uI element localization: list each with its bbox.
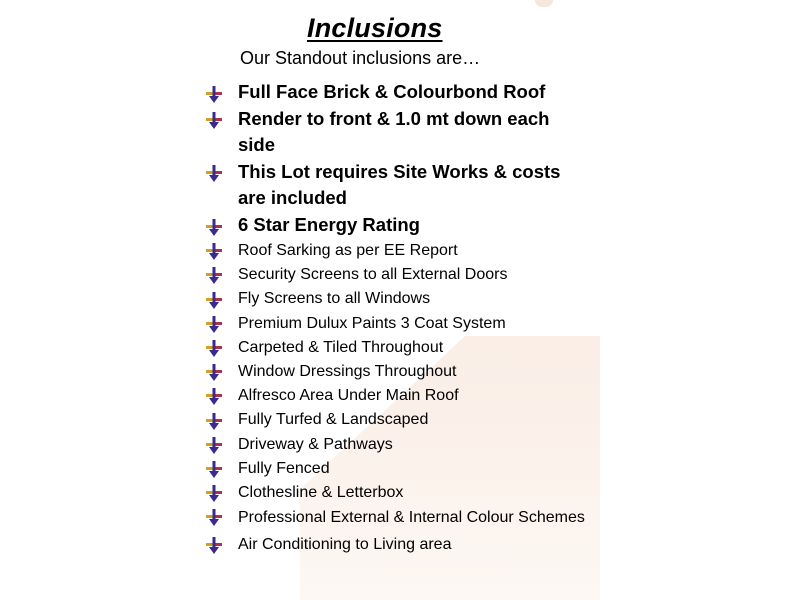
list-item <box>200 239 590 263</box>
arrow-down-bullet-icon <box>205 509 223 526</box>
list-item-label: Carpeted & Tiled Throughout <box>238 338 444 356</box>
list-item-label: Render to front & 1.0 mt down each side <box>238 108 550 155</box>
arrow-down-bullet-icon <box>205 267 223 284</box>
arrow-down-bullet-icon <box>205 110 223 127</box>
arrow-down-bullet-icon <box>205 217 223 234</box>
arrow-down-bullet-icon <box>205 485 223 502</box>
list-item <box>200 408 590 432</box>
list-item <box>200 336 590 360</box>
arrow-down-bullet-icon <box>205 461 223 478</box>
arrow-down-bullet-icon <box>205 84 223 101</box>
list-item-label: Clothesline & Letterbox <box>238 484 404 502</box>
intro-text: Our Standout inclusions are… <box>240 48 481 68</box>
page-title: Inclusions <box>307 13 443 43</box>
arrow-down-bullet-icon <box>205 243 223 260</box>
arrow-down-bullet-icon <box>205 364 223 381</box>
arrow-down-bullet-icon <box>205 413 223 430</box>
list-item-label: This Lot requires Site Works & costs are included <box>238 161 561 208</box>
list-item <box>200 312 590 336</box>
list-item <box>200 384 590 408</box>
list-item-label: Alfresco Area Under Main Roof <box>238 387 459 405</box>
arrow-down-bullet-icon <box>205 163 223 180</box>
list-item-label: Full Face Brick & Colourbond Roof <box>238 81 546 102</box>
list-item-label: Fully Turfed & Landscaped <box>238 411 429 429</box>
list-item-label: Fully Fenced <box>238 459 330 477</box>
list-item <box>200 263 590 287</box>
list-item-label: Security Screens to all External Doors <box>238 266 508 284</box>
list-item <box>200 481 590 505</box>
arrow-down-bullet-icon <box>205 537 223 554</box>
list-item <box>200 106 590 158</box>
list-item <box>200 457 590 481</box>
arrow-down-bullet-icon <box>205 292 223 309</box>
list-item-label: Window Dressings Throughout <box>238 363 457 381</box>
arrow-down-bullet-icon <box>205 316 223 333</box>
list-item <box>200 79 590 105</box>
list-item-label: Professional External & Internal Colour Schemes <box>238 509 585 527</box>
list-item-label: Air Conditioning to Living area <box>238 536 452 554</box>
arrow-down-bullet-icon <box>205 388 223 405</box>
list-item <box>200 360 590 384</box>
list-item <box>200 533 590 557</box>
list-item <box>200 433 590 457</box>
background-top-accent <box>535 0 553 7</box>
list-item <box>200 212 590 238</box>
inclusions-list <box>200 79 590 557</box>
arrow-down-bullet-icon <box>205 340 223 357</box>
list-item-label: 6 Star Energy Rating <box>238 214 420 235</box>
list-item <box>200 505 590 531</box>
arrow-down-bullet-icon <box>205 437 223 454</box>
list-item-label: Premium Dulux Paints 3 Coat System <box>238 314 506 332</box>
list-item <box>200 287 590 311</box>
list-item-label: Roof Sarking as per EE Report <box>238 242 458 259</box>
list-item-label: Fly Screens to all Windows <box>238 290 431 308</box>
list-item-label: Driveway & Pathways <box>238 435 393 453</box>
list-item <box>200 159 590 211</box>
